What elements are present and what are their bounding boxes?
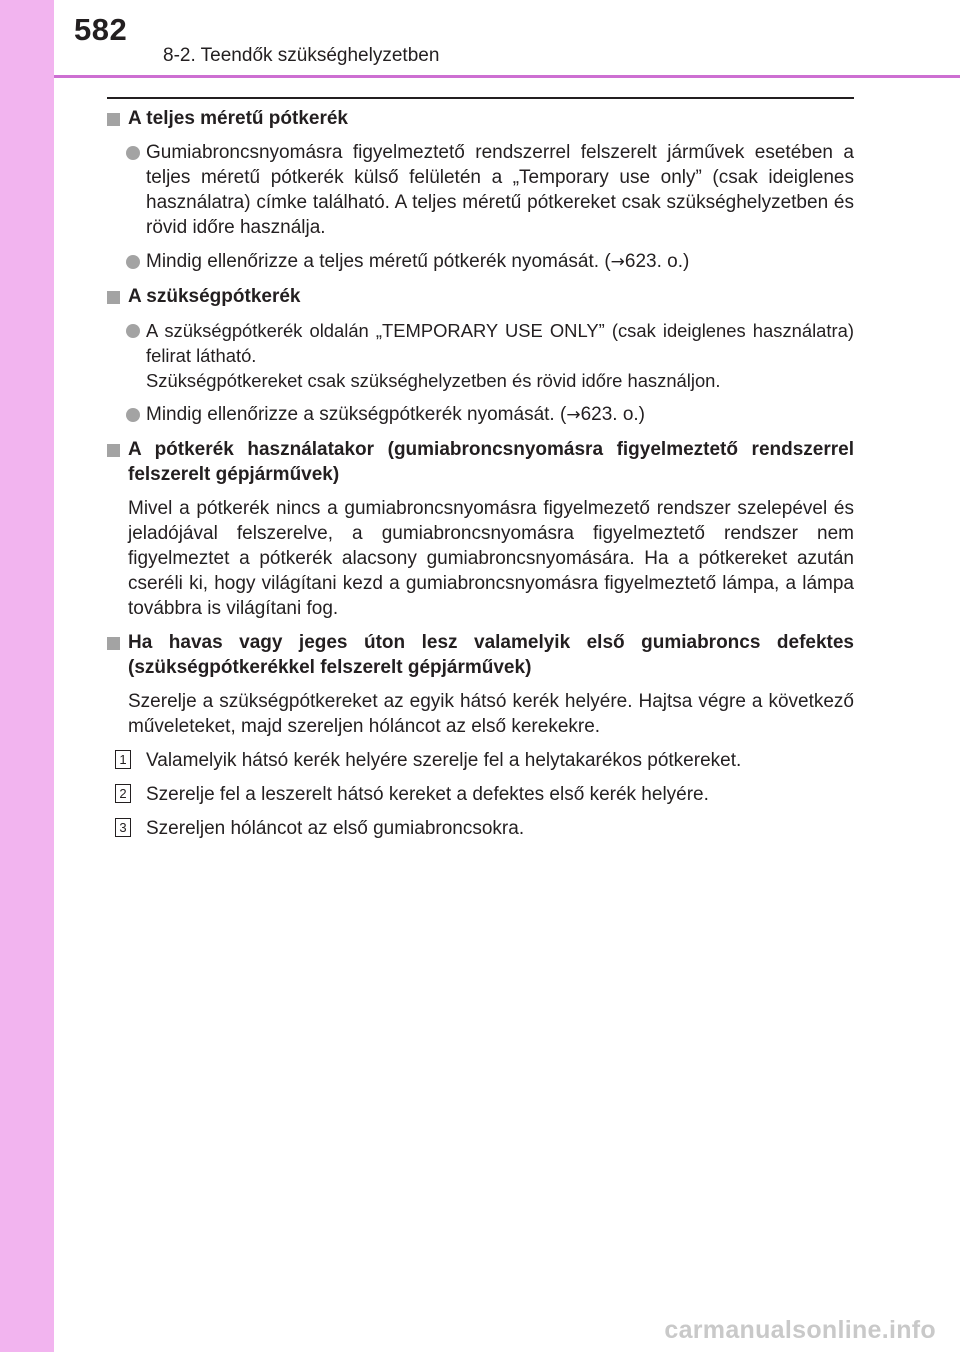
step-item: 1 Valamelyik hátsó kerék helyére szerelje fel a helytakarékos pótkereket. [107,748,854,773]
circle-bullet-icon [126,146,140,160]
chapter-side-tab [0,0,54,1352]
section-divider [107,97,854,99]
bullet-item: Gumiabroncsnyomásra figyelmeztető rendszerrel felszerelt járművek esetében a teljes méretű pótkerék külső felületén a „Temporary use only” (csak ideiglenes használatra) címke található. A teljes méretű pótkereket csak szükséghelyzetben és rövid időre használja. [107,140,854,240]
square-bullet-icon [107,291,120,304]
page-header [0,0,960,80]
step-number: 3 [115,818,131,837]
circle-bullet-icon [126,324,140,338]
arrow-right-icon: → [566,405,581,425]
square-bullet-icon [107,444,120,457]
bullet-item: A szükségpótkerék oldalán „TEMPORARY USE ONLY” (csak ideiglenes használatra) felirat látható. Szükségpótkereket csak szükséghelyzetben és rövid időre használjon. [107,318,854,393]
section-heading: A pótkerék használatakor (gumiabroncsnyomásra figyelmeztető rendszerrel felszerelt gépjárművek) [107,437,854,487]
step-number: 2 [115,784,131,803]
section-heading: Ha havas vagy jeges úton lesz valamelyik első gumiabroncs defektes (szükségpótkerékkel felszerelt gépjárművek) [107,630,854,680]
circle-bullet-icon [126,408,140,422]
header-divider [54,75,960,78]
arrow-right-icon: → [610,252,625,272]
page-content [107,106,854,850]
square-bullet-icon [107,637,120,650]
step-item: 3 Szereljen hóláncot az első gumiabroncsokra. [107,816,854,841]
watermark: carmanualsonline.info [664,1316,936,1344]
section-paragraph: Szerelje a szükségpótkereket az egyik hátsó kerék helyére. Hajtsa végre a következő műveleteket, majd szereljen hóláncot az első kerekekre. [128,691,854,737]
page-reference-link[interactable]: 623. o.) [580,404,645,425]
bullet-item: Mindig ellenőrizze a teljes méretű pótkerék nyomását. (→623. o.) [107,249,854,275]
step-number: 1 [115,750,131,769]
bullet-item: Mindig ellenőrizze a szükségpótkerék nyomását. (→623. o.) [107,402,854,428]
page-reference-link[interactable]: 623. o.) [624,251,690,272]
step-item: 2 Szerelje fel a leszerelt hátsó kereket a defektes első kerék helyére. [107,782,854,807]
section-heading: A teljes méretű pótkerék [107,106,854,131]
chapter-title: 8-2. Teendők szükséghelyzetben [163,45,440,66]
section-paragraph: Mivel a pótkerék nincs a gumiabroncsnyomásra figyelmezető rendszer szelepével és jeladójával felszerelve, a gumiabroncsnyomásra figyelmeztető rendszer nem figyelmeztet a pótkerék alacsony gumiabroncsnyomására. Ha a pótkereket azután cseréli ki, hogy világítani kezd a gumiabroncsnyomásra figyelmeztető lámpa, a lámpa továbbra is világítani fog. [128,498,854,619]
square-bullet-icon [107,113,120,126]
page-number: 582 [74,12,128,47]
section-heading: A szükségpótkerék [107,284,854,309]
circle-bullet-icon [126,255,140,269]
